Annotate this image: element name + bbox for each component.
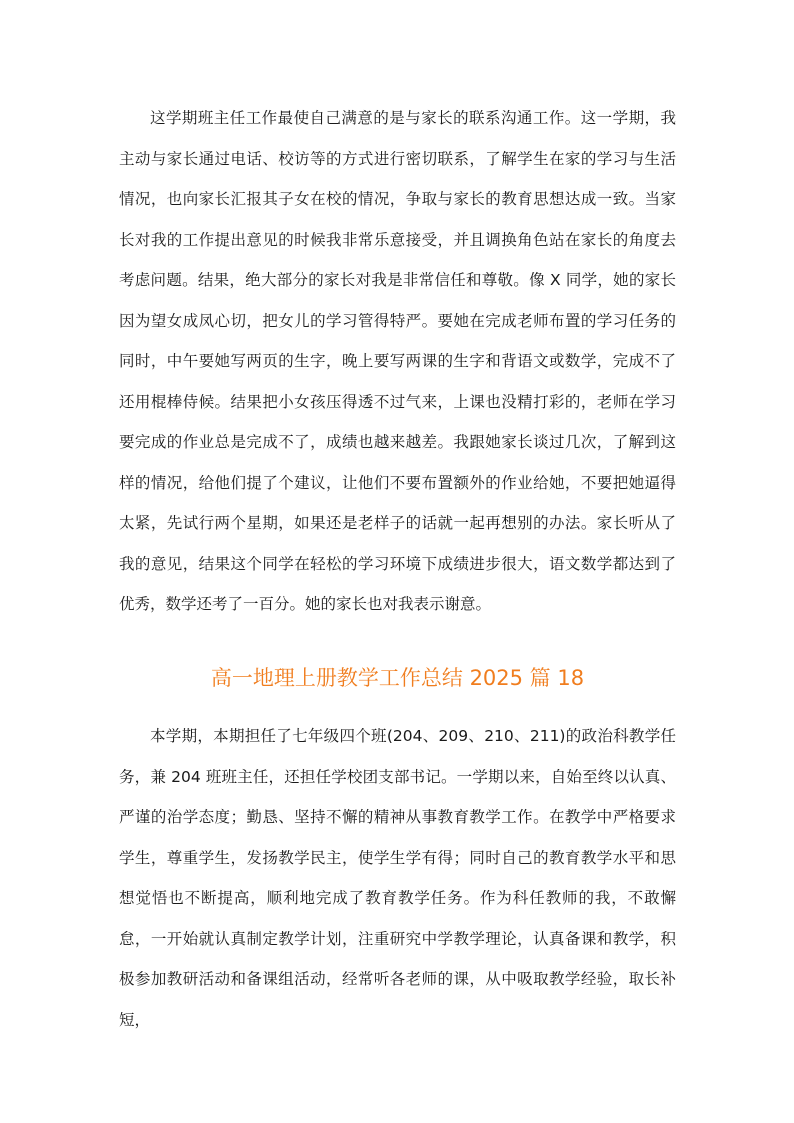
body-paragraph-parent-communication: 这学期班主任工作最使自己满意的是与家长的联系沟通工作。这一学期，我主动与家长通过电话、校访等的方式进行密切联系，了解学生在家的学习与生活情况，也向家长汇报其子女在校的情况，争取与家长的教育思想达成一致。当家长对我的工作提出意见的时候我非常乐意接受，并且调换角色站在家长的角度去考虑问题。结果，绝大部分的家长对我是非常信任和尊敬。像 X 同学，她的家长因为望女成凤心切，把女儿的学习管得特严。要她在完成老师布置的学习任务的同时，中午要她写两页的生字，晚上要写两课的生字和背语文或数学，完成不了还用棍棒侍候。结果把小女孩压得透不过气来，上课也没精打彩的，老师在学习要完成的作业总是完成不了，成绩也越来越差。我跟她家长谈过几次，了解到这样的情况，给他们提了个建议，让他们不要布置额外的作业给她，不要把她逼得太紧，先试行两个星期，如果还是老样子的话就一起再想别的办法。家长听从了我的意见，结果这个同学在轻松的学习环境下成绩进步很大，语文数学都达到了优秀，数学还考了一百分。她的家长也对我表示谢意。 [119, 109, 676, 613]
body-paragraph-teaching-summary: 本学期，本期担任了七年级四个班(204、209、210、211)的政治科教学任务，兼 204 班班主任，还担任学校团支部书记。一学期以来，自始至终以认真、严谨的治学态度；勤恳、坚持不懈的精神从事教育教学工作。在教学中严格要求学生，尊重学生，发扬教学民主，使学生学有得；同时自己的教育教学水平和思想觉悟也不断提高，顺利地完成了教育教学任务。作为科任教师的我，不敢懈怠，一开始就认真制定教学计划，注重研究中学教学理论，认真备课和教学，积极参加教研活动和备课组活动，经常听各老师的课，从中吸取教学经验，取长补短， [119, 727, 676, 1029]
section-heading: 高一地理上册教学工作总结 2025 篇 18 [210, 666, 585, 690]
